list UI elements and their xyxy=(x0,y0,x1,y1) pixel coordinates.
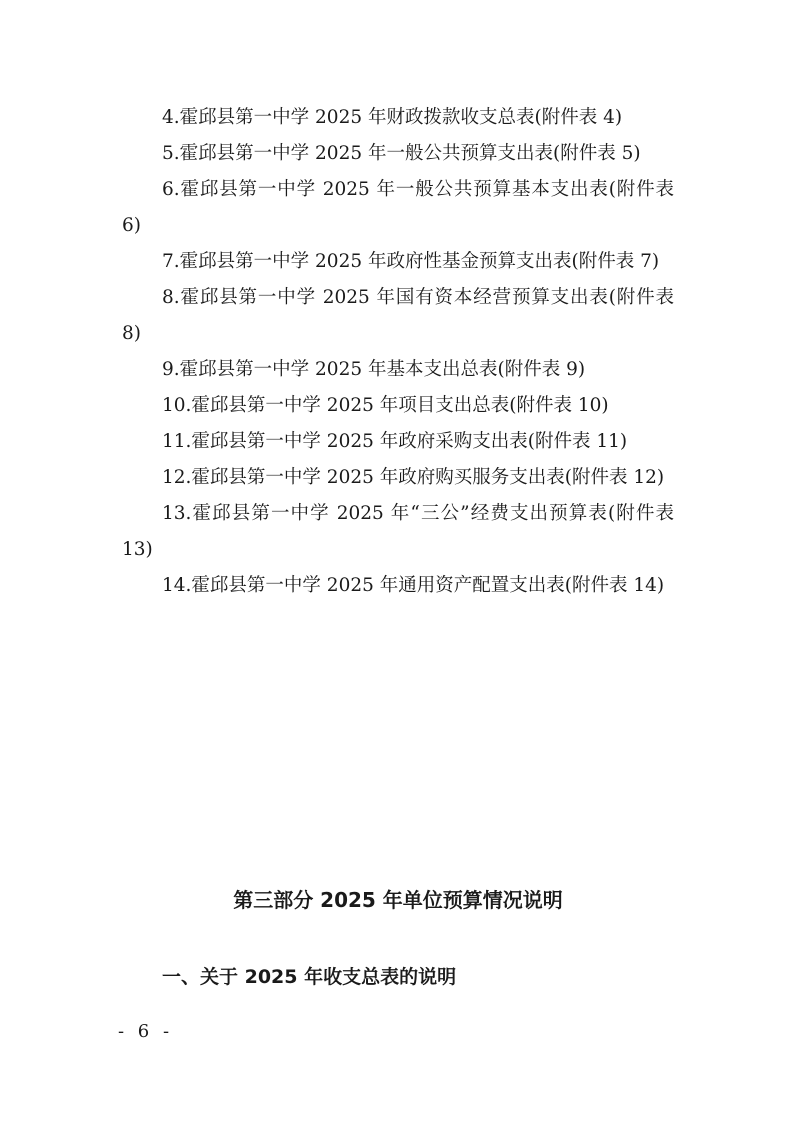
attachment-item-5: 5.霍邱县第一中学 2025 年一般公共预算支出表(附件表 5) xyxy=(162,143,641,164)
subsection-title: 一、关于 2025 年收支总表的说明 xyxy=(162,966,457,988)
attachment-item-7: 7.霍邱县第一中学 2025 年政府性基金预算支出表(附件表 7) xyxy=(162,251,660,272)
attachment-item-9: 9.霍邱县第一中学 2025 年基本支出总表(附件表 9) xyxy=(162,359,586,380)
section-title: 第三部分 2025 年单位预算情况说明 xyxy=(233,888,563,912)
attachment-item-13: 13.霍邱县第一中学 2025 年“三公”经费支出预算表(附件表 13) xyxy=(122,503,674,560)
attachment-item-6: 6.霍邱县第一中学 2025 年一般公共预算基本支出表(附件表 6) xyxy=(122,179,674,236)
page-number: - 6 - xyxy=(118,1021,174,1042)
attachment-list xyxy=(122,100,674,604)
attachment-item-8: 8.霍邱县第一中学 2025 年国有资本经营预算支出表(附件表 8) xyxy=(122,287,674,344)
attachment-item-4: 4.霍邱县第一中学 2025 年财政拨款收支总表(附件表 4) xyxy=(162,107,623,128)
attachment-item-11: 11.霍邱县第一中学 2025 年政府采购支出表(附件表 11) xyxy=(162,431,628,452)
attachment-item-10: 10.霍邱县第一中学 2025 年项目支出总表(附件表 10) xyxy=(162,395,609,416)
attachment-item-14: 14.霍邱县第一中学 2025 年通用资产配置支出表(附件表 14) xyxy=(162,575,665,596)
attachment-item-12: 12.霍邱县第一中学 2025 年政府购买服务支出表(附件表 12) xyxy=(162,467,665,488)
